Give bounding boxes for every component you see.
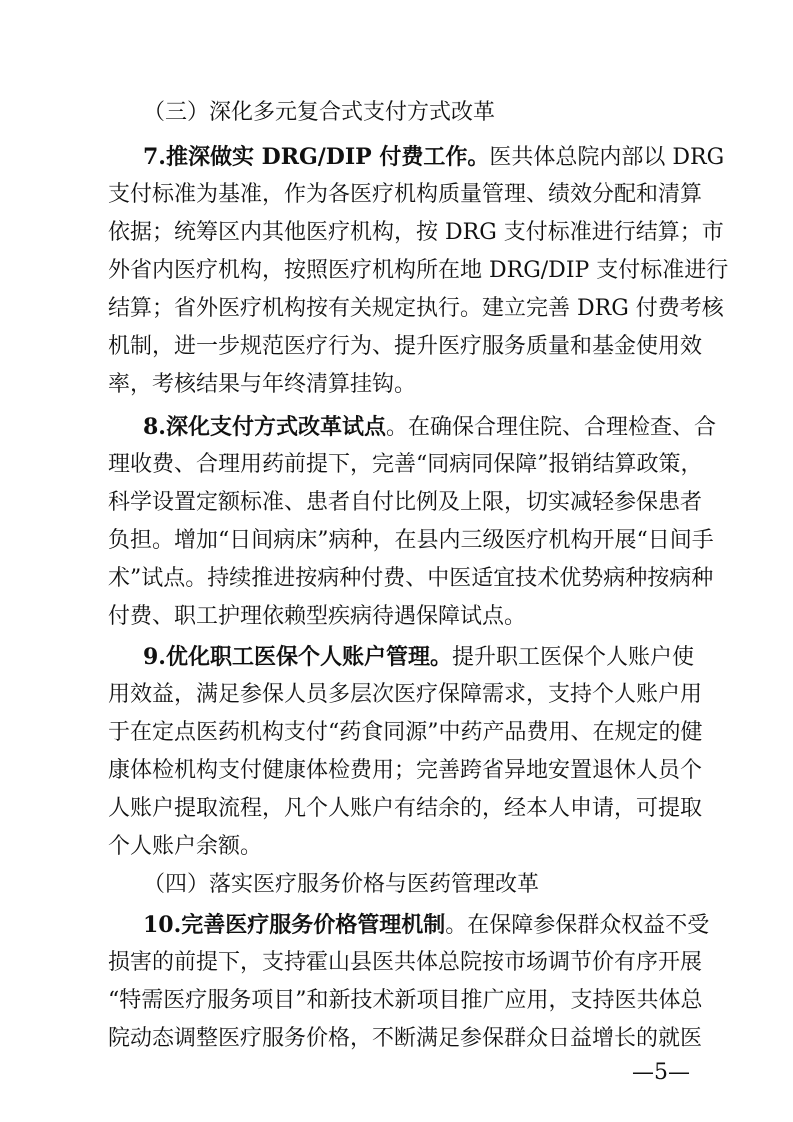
item-7-title: 7.推深做实 DRG/DIP 付费工作。 [143,144,490,170]
item-9-first-line [143,642,694,673]
item-8-line: 理收费、合理用药前提下，完善“同病同保障”报销结算政策， [108,452,703,477]
item-9-line: 人账户提取流程，凡个人账户有结余的，经本人申请，可提取 [108,796,703,821]
item-10-line: “特需医疗服务项目”和新技术新项目推广应用，支持医共体总 [108,988,703,1013]
item-8-line: 科学设置定额标准、患者自付比例及上限，切实减轻参保患者 [108,490,703,515]
item-10-line: 损害的前提下，支持霍山县医共体总院按市场调节价有序开展 [108,950,703,975]
item-7-line: 机制，进一步规范医疗行为、提升医疗服务质量和基金使用效 [108,334,703,359]
item-9-line: 康体检机构支付健康体检费用；完善跨省异地安置退休人员个 [108,758,703,783]
item-8-line: 术”试点。持续推进按病种付费、中医适宜技术优势病种按病种 [108,566,714,591]
item-10-line: 院动态调整医疗服务价格，不断满足参保群众日益增长的就医 [108,1026,703,1051]
item-10-intro: 。在保障参保群众权益不受 [445,913,710,938]
item-7-line: 支付标准为基准，作为各医疗机构质量管理、绩效分配和清算 [108,182,703,207]
item-7-line: 结算；省外医疗机构按有关规定执行。建立完善 DRG 付费考核 [108,296,724,321]
item-10-title: 10.完善医疗服务价格管理机制 [143,912,446,938]
item-8-intro: 。在确保合理住院、合理检查、合 [385,415,716,440]
item-8-first-line [143,412,716,443]
item-9-intro: 提升职工医保个人账户使 [451,645,694,670]
page-number: —5— [632,1060,690,1085]
item-9-line: 个人账户余额。 [108,834,263,859]
item-8-line: 付费、职工护理依赖型疾病待遇保障试点。 [108,604,527,629]
section-4-heading: （四）落实医疗服务价格与医药管理改革 [143,872,540,897]
section-3-heading: （三）深化多元复合式支付方式改革 [143,100,496,125]
item-9-title: 9.优化职工医保个人账户管理。 [143,644,452,670]
item-8-line: 负担。增加“日间病床”病种，在县内三级医疗机构开展“日间手 [108,528,714,553]
item-7-line: 外省内医疗机构，按照医疗机构所在地 DRG/DIP 支付标准进行 [108,258,729,283]
item-7-line: 依据；统筹区内其他医疗机构，按 DRG 支付标准进行结算；市 [108,220,724,245]
item-8-title: 8.深化支付方式改革试点 [143,414,386,440]
item-7-first-line [143,142,725,173]
item-7-line: 率，考核结果与年终清算挂钩。 [108,372,417,397]
item-9-line: 于在定点医药机构支付“药食同源”中药产品费用、在规定的健 [108,720,703,745]
item-7-intro: 医共体总院内部以 DRG [489,145,725,170]
item-9-line: 用效益，满足参保人员多层次医疗保障需求，支持个人账户用 [108,682,703,707]
item-10-first-line [143,910,710,941]
